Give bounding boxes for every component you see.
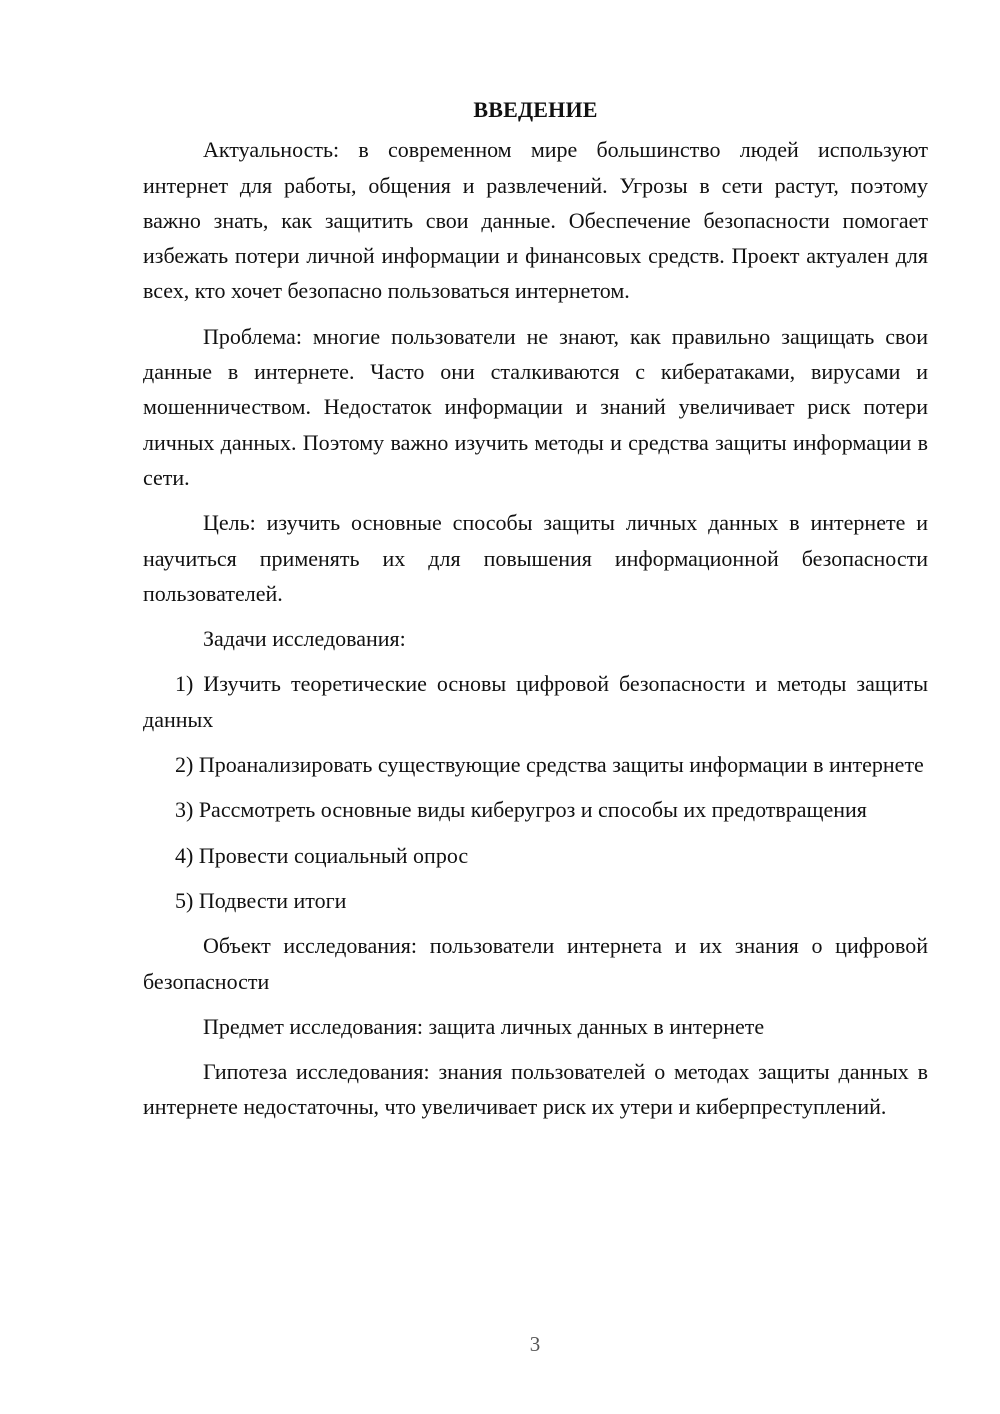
task-item-2: 2) Проанализировать существующие средства защиты информации в интернете [175, 752, 924, 778]
paragraph-problem: Проблема: многие пользователи не знают, как правильно защищать свои данные в интернете. Часто они сталкиваются с кибератаками, вирусами и мошенничеством. Недостаток информации и знаний увеличивает риск потери личных данных. Поэтому важно изучить методы и средства защиты информации в сети. [143, 323, 928, 490]
task-item-1: 1) Изучить теоретические основы цифровой безопасности и методы защиты данных [143, 671, 928, 732]
task-item-3: 3) Рассмотреть основные виды киберугроз и способы их предотвращения [175, 797, 867, 823]
section-title-text: ВВЕДЕНИЕ [473, 97, 598, 122]
paragraph-relevance: Актуальность: в современном мире большинство людей используют интернет для работы, общения и развлечений. Угрозы в сети растут, поэтому важно знать, как защитить свои данные. Обеспечение безопасности помогает избежать потери личной информации и финансовых средств. Проект актуален для всех, кто хочет безопасно пользоваться интернетом. [143, 137, 928, 304]
task-item-5: 5) Подвести итоги [175, 887, 347, 913]
task-item-4: 4) Провести социальный опрос [175, 842, 469, 868]
paragraph-object: Объект исследования: пользователи интернета и их знания о цифровой безопасности [143, 933, 928, 994]
paragraph-hypothesis: Гипотеза исследования: знания пользователей о методах защиты данных в интернете недостаточны, что увеличивает риск их утери и киберпреступлений. [143, 1059, 928, 1120]
page-content [143, 92, 928, 1135]
paragraph-tasks-heading: Задачи исследования: [203, 626, 406, 652]
paragraph-goal: Цель: изучить основные способы защиты личных данных в интернете и научиться применять их для повышения информационной безопасности пользователей. [143, 510, 928, 606]
paragraph-subject: Предмет исследования: защита личных данных в интернете [203, 1013, 765, 1039]
section-title [143, 92, 928, 127]
page-number: 3 [529, 1332, 541, 1356]
